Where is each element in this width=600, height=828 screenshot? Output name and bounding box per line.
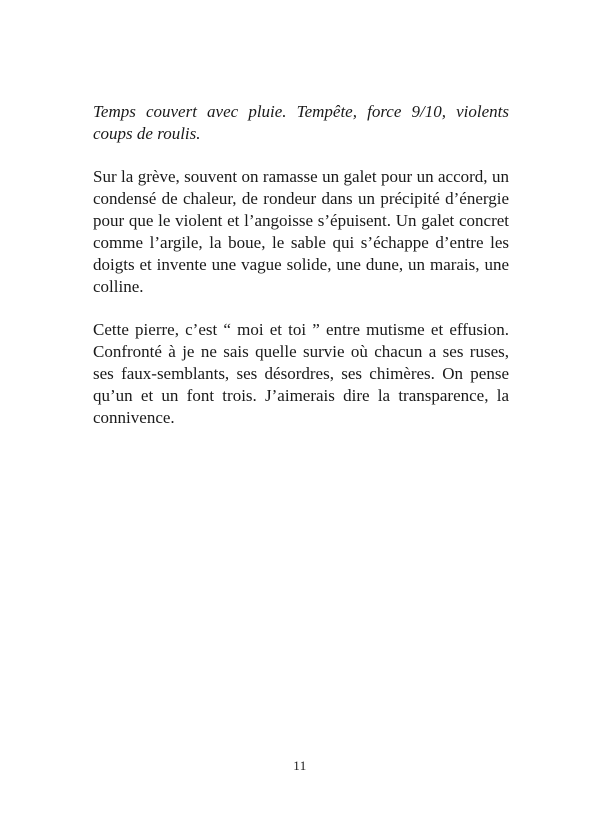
- paragraph-1: Sur la grève, souvent on ramasse un galet pour un accord, un condensé de chaleur, de rondeur dans un précipité d’énergie pour que le violent et l’angoisse s’épuisent. Un galet concret comme l’argile, la boue, le sable qui s’échappe d’entre les doigts et invente une vague solide, une dune, un marais, une colline.: [93, 167, 509, 296]
- epigraph: Temps couvert avec pluie. Tempête, force 9/10, violents coups de roulis.: [93, 102, 509, 143]
- paragraph-2: Cette pierre, c’est “ moi et toi ” entre mutisme et effusion. Confronté à je ne sais quelle survie où chacun a ses ruses, ses faux-semblants, ses désordres, ses chimères. On pense qu’un et un font trois. J’aimerais dire la transparence, la connivence.: [93, 320, 509, 427]
- main-text: [93, 101, 509, 450]
- page-number: 11: [293, 758, 307, 773]
